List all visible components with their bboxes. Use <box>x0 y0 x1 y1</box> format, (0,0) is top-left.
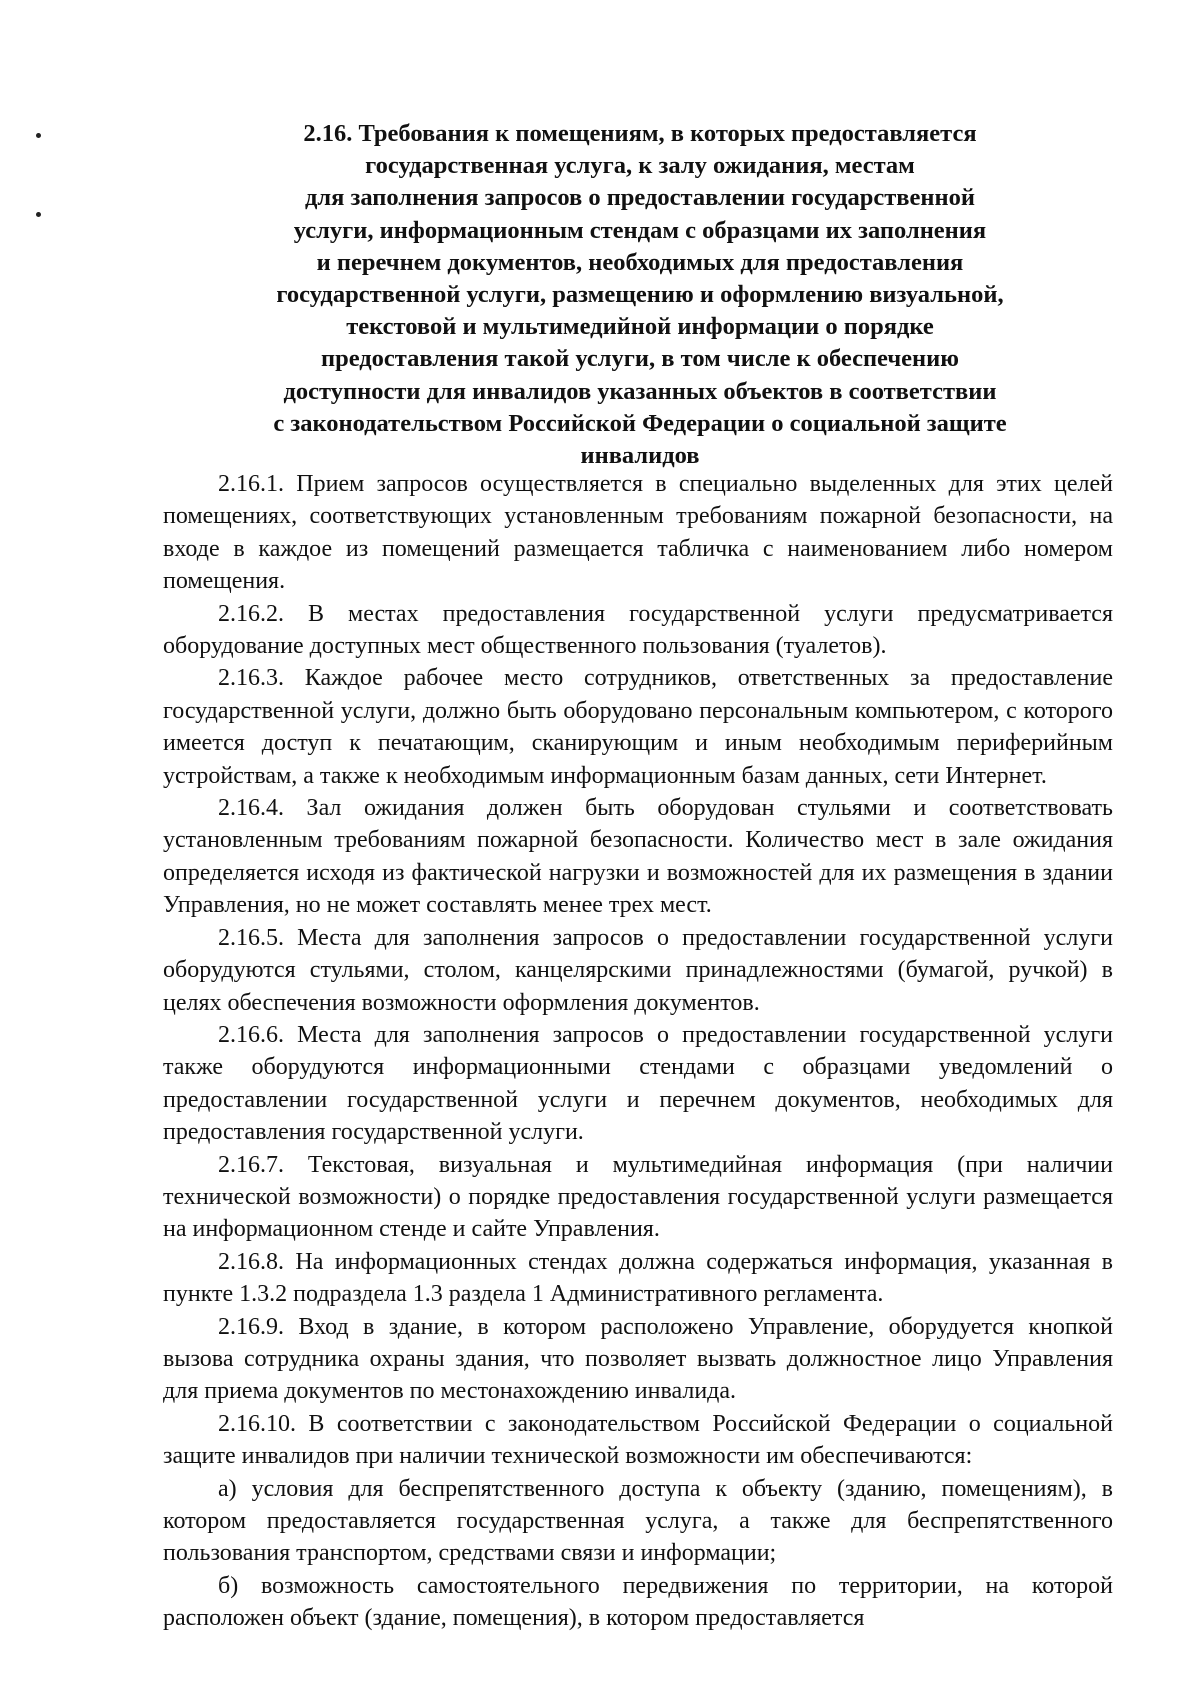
paragraph-2-16-1: 2.16.1. Прием запросов осуществляется в специально выделенных для этих целей помещениях, соответствующих установленным требованиям пожарной безопасности, на входе в каждое из помещений размещается табличка с наименованием либо номером помещения. <box>163 471 1113 595</box>
heading-line: и перечнем документов, необходимых для предоставления <box>316 248 964 276</box>
paragraph-item-a: а) условия для беспрепятственного доступа к объекту (зданию, помещениям), в котором предоставляется государственная услуга, а также для беспрепятственного пользования транспортом, средствами связи и информации; <box>163 1475 1113 1567</box>
paragraph-2-16-2: 2.16.2. В местах предоставления государственной услуги предусматривается оборудование доступных мест общественного пользования (туалетов). <box>163 600 1113 660</box>
heading-line: для заполнения запросов о предоставлении государственной <box>305 184 975 212</box>
paragraph-2-16-4: 2.16.4. Зал ожидания должен быть оборудован стульями и соответствовать установленным требованиям пожарной безопасности. Количество мест в зале ожидания определяется исходя из фактической нагрузки и возможностей для их размещения в здании Управления, но не может составлять менее трех мест. <box>163 795 1113 919</box>
paragraph-item-b: б) возможность самостоятельного передвижения по территории, на которой расположен объект (здание, помещения), в котором предоставляется <box>163 1572 1113 1632</box>
paragraph-2-16-9: 2.16.9. Вход в здание, в котором расположено Управление, оборудуется кнопкой вызова сотрудника охраны здания, что позволяет вызвать должностное лицо Управления для приема документов по местонахождению инвалида. <box>163 1313 1113 1405</box>
heading-line: доступности для инвалидов указанных объектов в соответствии <box>283 377 997 405</box>
paragraph-2-16-5: 2.16.5. Места для заполнения запросов о предоставлении государственной услуги оборудуются стульями, столом, канцелярскими принадлежностями (бумагой, ручкой) в целях обеспечения возможности оформления документов. <box>163 924 1113 1016</box>
heading-line: государственная услуга, к залу ожидания, местам <box>365 152 915 180</box>
heading-line: 2.16. Требования к помещениям, в которых предоставляется <box>303 120 977 147</box>
heading-line: инвалидов <box>580 442 700 470</box>
document-body <box>163 468 1113 1635</box>
paragraph-2-16-8: 2.16.8. На информационных стендах должна содержаться информация, указанная в пункте 1.3.2 подраздела 1.3 раздела 1 Административного регламента. <box>163 1248 1113 1308</box>
paragraph-2-16-3: 2.16.3. Каждое рабочее место сотрудников, ответственных за предоставление государственной услуги, должно быть оборудовано персональным компьютером, с которого имеется доступ к печатающим, сканирующим и иным необходимым периферийным устройствам, а также к необходимым информационным базам данных, сети Интернет. <box>163 665 1113 789</box>
paragraph-2-16-10: 2.16.10. В соответствии с законодательством Российской Федерации о социальной защите инвалидов при наличии технической возможности им обеспечиваются: <box>163 1410 1113 1470</box>
scan-dot-mark <box>36 212 41 217</box>
section-heading <box>200 118 1080 472</box>
heading-line: текстовой и мультимедийной информации о порядке <box>346 313 934 341</box>
heading-line: государственной услуги, размещению и оформлению визуальной, <box>276 281 1004 309</box>
paragraph-2-16-6: 2.16.6. Места для заполнения запросов о предоставлении государственной услуги также оборудуются информационными стендами с образцами уведомлений о предоставлении государственной услуги и перечнем документов, необходимых для предоставления государственной услуги. <box>163 1021 1113 1146</box>
paragraph-2-16-7: 2.16.7. Текстовая, визуальная и мультимедийная информация (при наличии технической возможности) о порядке предоставления государственной услуги размещается на информационном стенде и сайте Управления. <box>163 1151 1113 1243</box>
heading-line: с законодательством Российской Федерации о социальной защите <box>273 409 1007 437</box>
heading-line: предоставления такой услуги, в том числе к обеспечению <box>321 345 959 373</box>
scan-dot-mark <box>36 133 41 138</box>
heading-line: услуги, информационным стендам с образцами их заполнения <box>293 216 987 244</box>
